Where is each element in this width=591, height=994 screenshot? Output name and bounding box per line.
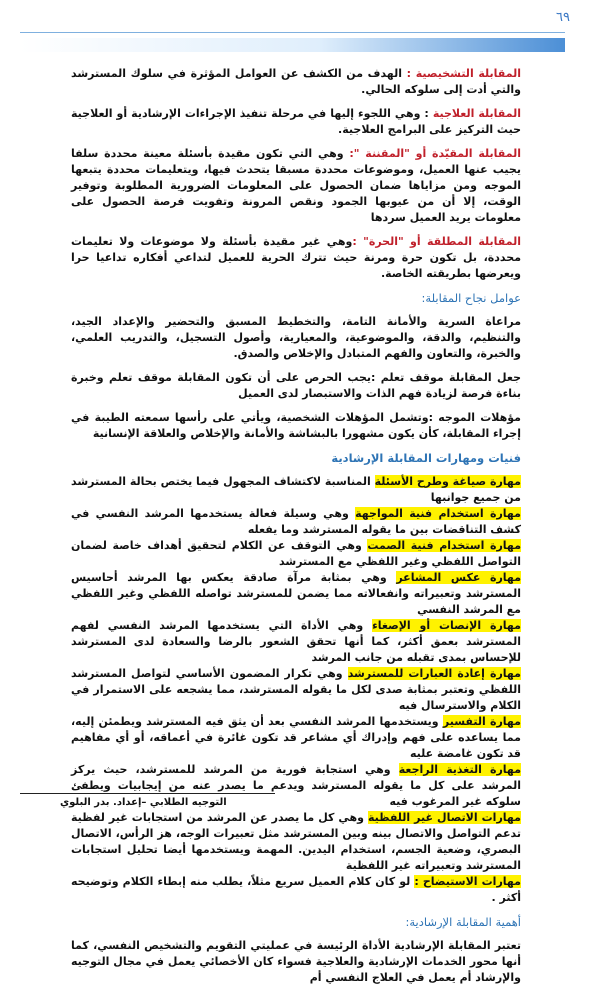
skill-text: وهي تكرار المضمون الأساسي لتواصل المسترشد اللفظي وتعتبر بمثابة صدى لكل ما يقوله المسترشد، مما يشجعه على الاستمرار في الكلام والاسترسال فيه <box>71 667 521 712</box>
skill-label: مهارة الإنصات أو الإصغاء <box>372 619 521 632</box>
header-rule <box>20 32 565 33</box>
definition-diagnostic <box>71 66 521 98</box>
skill-label: مهارات الاتصال غير اللفظية <box>368 811 521 824</box>
skill-item <box>71 506 521 538</box>
success-factor-paragraph: مؤهلات الموجه :وتشمل المؤهلات الشخصية، ويأتي على رأسها سمعته الطيبة في إجراء المقابلة، كأن يكون مشهورا بالبشاشة والأمانة والإخلاص والعلاقة الإنسانية <box>71 411 521 440</box>
definition-term: المقابلة العلاجية <box>432 107 521 120</box>
page-number: ٦٩ <box>556 10 570 25</box>
skill-item <box>71 714 521 762</box>
skill-text: ويستخدمها المرشد النفسي بعد أن يثق فيه المسترشد ويطمئن إليه، مما يساعده على فهم وإدراك أي مشاعر قد تكون غائرة في أعماقه، أو أي مفاهيم قد تكون غامضة عليه <box>71 715 521 760</box>
footer-text: التوجيه الطلابي –إعداد. بدر البلوي <box>60 797 227 808</box>
skill-item <box>71 538 521 570</box>
importance-text: تعتبر المقابلة الإرشادية الأداة الرئيسة في عمليتي التقويم والتشخيص النفسي، كما أنها محور الخدمات الإرشادية والعلاجية فسواء كان الأخصائي يعمل في مجال التوجيه والإرشاد أم يعمل في العلاج النفسي أم <box>71 939 521 984</box>
definition-term: المقابلة المقيّدة أو "المقننة ": <box>349 147 521 160</box>
skill-text: وهي التوقف عن الكلام لتحقيق أهداف خاصة لضمان التواصل اللفظي وغير اللفظي مع المسترشد <box>71 539 521 568</box>
skill-label: مهارات الاستيضاح : <box>414 875 521 888</box>
skills-title: فنيات ومهارات المقابلة الإرشادية <box>331 451 521 465</box>
skill-label: مهارة استخدام فنية المواجهة <box>355 507 521 520</box>
definition-text: وهي التي تكون مقيدة بأسئلة معينة محددة سلفا يجيب عنها العميل، وموضوعات محددة مسبقا يتحدث فيها، ويتعليمات محددة يتبعها الموجه ومن مزاياها ضمان الحصول على المعلومات الضرورية المطلوبة وتوفير الوقت، إلا أن من عيوبها الجمود ونقص المرونة وتفويت فرصة الحصول على معلومات يريد العميل سردها <box>71 147 521 224</box>
success-factor-paragraph: جعل المقابلة موقف تعلم :يجب الحرص على أن تكون المقابلة موقف تعلم وخبرة بناءة فرصة لزيادة فهم الذات والاستبصار لدى العميل <box>71 371 521 400</box>
importance-title: أهمية المقابلة الإرشادية: <box>405 915 521 929</box>
definition-therapeutic <box>71 106 521 138</box>
skill-label: مهارة عكس المشاعر <box>396 571 521 584</box>
skill-label: مهارة التغذية الراجعة <box>398 763 522 776</box>
definition-text: الهدف من الكشف عن العوامل المؤثرة في سلوك المسترشد والتي أدت إلى سلوكه الحالي. <box>71 67 521 96</box>
skill-label: مهارة استخدام فنية الصمت <box>367 539 522 552</box>
skill-item <box>71 474 521 506</box>
skill-text: لو كان كلام العميل سريع مثلاً، يطلب منه إبطاء الكلام وتوضيحه أكثر . <box>71 875 521 904</box>
success-factor-paragraph: مراعاة السرية والأمانة التامة، والتخطيط المسبق والتحضير والإعداد الجيد، والتنظيم، والدقة، والموضوعية، والمعيارية، وأصول التسجيل، والتدريب العلمي، والخبرة، والتعاون والفهم المتبادل والإخلاص والصدق. <box>71 315 521 360</box>
skill-item <box>71 618 521 666</box>
definition-free <box>71 234 521 282</box>
definition-text: : وهي اللجوء إليها في مرحلة تنفيذ الإجراءات الإرشادية أو العلاجية حيث التركيز على البرامج العلاجية. <box>71 107 521 136</box>
definition-text: وهي غير مقيدة بأسئلة ولا موضوعات ولا تعليمات محددة، بل تكون حرة ومرنة حيث تترك الحرية للعميل لتداعي أفكاره تداعيا حرا ويعرضها بطريقته الخاصة. <box>71 235 521 280</box>
skill-item <box>71 666 521 714</box>
success-factors-title: عوامل نجاح المقابلة: <box>421 291 521 305</box>
skill-label: مهارة صياغة وطرح الأسئلة <box>374 475 521 488</box>
definition-structured <box>71 146 521 226</box>
definition-term: المقابلة التشخيصية : <box>406 67 521 80</box>
skill-text: المناسبة لاكتشاف المجهول فيما يختص بحالة المسترشد من جميع جوانبها <box>71 475 521 504</box>
skill-item <box>71 874 521 906</box>
skill-text: وهي الأداة التي يستخدمها المرشد النفسي لفهم المسترشد بعمق أكثر، كما أنها تحقق الشعور بالرضا والسعادة لدى المسترشد للإحساس بمدى تقبله من جانب المرشد <box>71 619 521 664</box>
skill-label: مهارة التفسير <box>442 715 521 728</box>
skill-text: وهي استجابة فورية من المرشد للمسترشد، حيث يركز المرشد على كل ما يقوله المسترشد ويدعم ما يصدر عنه من إيجابيات ويطفئ سلوكه غير المرغوب فيه <box>71 763 521 808</box>
skills-list <box>71 474 521 906</box>
footer-rule <box>20 793 275 794</box>
definition-term: المقابلة المطلقة أو "الحرة" : <box>352 235 521 248</box>
skill-text: وهي كل ما يصدر عن المرشد من استجابات غير لفظية تدعم التواصل والاتصال بينه وبين المسترشد مثل تعبيرات الوجه، هز الرأس، الاتصال البصري، وضعية الجسم، استخدام اليدين. المهمة ويستخدمها أيضا تحليل استجابات المسترشد وتعبيراته غير اللفظية <box>71 811 521 872</box>
skill-item <box>71 810 521 874</box>
skill-text: وهي وسيلة فعالة يستخدمها المرشد النفسي في كشف التناقضات بين ما يقوله المسترشد وما يفعله <box>71 507 521 536</box>
page-content <box>71 66 521 994</box>
header-gradient-band <box>20 38 565 52</box>
skill-text: وهي بمثابة مرآة صادقة يعكس بها المرشد أحاسيس المسترشد وتعبيراته وانفعالاته مما يضمن للمسترشد تواصله اللفظي وغير اللفظي مع المرشد النفسي <box>71 571 521 616</box>
skill-item <box>71 570 521 618</box>
skill-label: مهارة إعادة العبارات للمسترشد <box>347 667 521 680</box>
